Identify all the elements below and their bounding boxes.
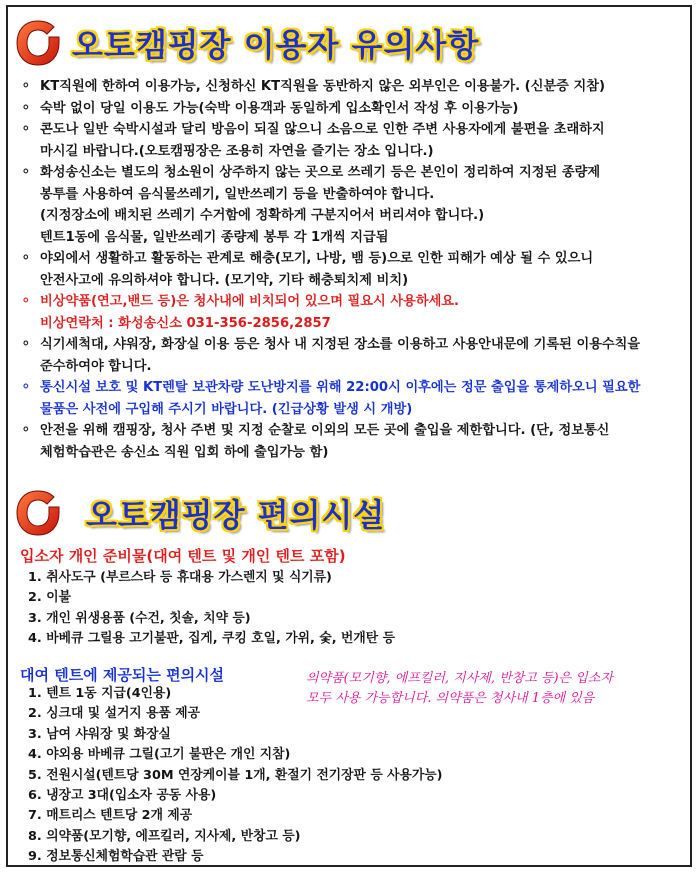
- list-item: 7. 매트리스 텐트당 2개 제공: [28, 808, 193, 824]
- rule-line: 안전사고에 유의하셔야 합니다. (모기약, 기타 해충퇴치제 비치): [40, 272, 409, 288]
- bullet-icon: ⚬: [20, 164, 32, 180]
- rental-items-list: [28, 684, 442, 868]
- section1-header: [14, 18, 479, 68]
- list-item: 2. 이불: [28, 590, 71, 606]
- list-item: 9. 정보통신체험학습관 관람 등: [28, 849, 204, 865]
- rule-line: 비상약품(연고,밴드 등)은 청사내에 비치되어 있으며 필요시 사용하세요.: [40, 294, 460, 309]
- handwritten-note: [306, 669, 646, 709]
- rule-item: [18, 162, 682, 248]
- list-item: 2. 싱크대 및 설거지 용품 제공: [28, 706, 201, 722]
- rule-item: [18, 291, 682, 334]
- rules-list: [18, 76, 682, 463]
- section1-title: 오토캠핑장 이용자 유의사항: [72, 26, 480, 64]
- orange-o-logo-icon: [14, 488, 62, 538]
- rule-line: 안전을 위해 캠핑장, 청사 주변 및 지정 순찰로 이외의 모든 곳에 출입을 제한합니다. (단, 정보통신: [40, 423, 610, 438]
- rule-line: 야외에서 생활하고 활동하는 관계로 해충(모기, 나방, 뱀 등)으로 인한 피해가 예상 될 수 있으니: [40, 251, 594, 266]
- list-item: 3. 남여 샤워장 및 화장실: [28, 726, 171, 742]
- bullet-icon: ⚬: [20, 422, 32, 438]
- rule-line: 마시길 바랍니다.(오토캠핑장은 조용히 자연을 즐기는 장소 입니다.): [40, 143, 434, 159]
- rule-line: 비상연락처 : 화성송신소 031-356-2856,2857: [40, 315, 331, 331]
- list-item: 3. 개인 위생용품 (수건, 칫솔, 치약 등): [28, 610, 251, 626]
- rule-line: 봉투를 사용하여 음식물쓰레기, 일반쓰레기 등을 반출하여야 합니다.: [40, 186, 435, 202]
- bullet-icon: ⚬: [20, 78, 32, 94]
- bullet-icon: ⚬: [20, 293, 32, 309]
- rule-line: KT직원에 한하여 이용가능, 신청하신 KT직원을 동반하지 않은 외부인은 이용불가. (신분증 지참): [40, 79, 606, 94]
- rule-line: 숙박 없이 당일 이용도 가능(숙박 이용객과 동일하게 입소확인서 작성 후 이용가능): [40, 100, 519, 116]
- list-item: 1. 취사도구 (부르스타 등 휴대용 가스렌지 및 식기류): [28, 570, 332, 585]
- rule-line: (지정장소에 배치된 쓰레기 수거함에 정확하게 구분지어서 버리셔야 합니다.): [40, 208, 485, 223]
- bullet-icon: ⚬: [20, 379, 32, 395]
- section2-title: 오토캠핑장 편의시설: [86, 496, 386, 534]
- list-item: 1. 텐트 1동 지급(4인용): [28, 686, 172, 701]
- bullet-icon: ⚬: [20, 99, 32, 116]
- rule-item: [18, 334, 682, 377]
- rule-line: 통신시설 보호 및 KT렌탈 보관차량 도난방지를 위해 22:00시 이후에는 정문 출입을 통제하오니 필요한: [40, 380, 641, 395]
- note-line: 모두 사용 가능합니다. 의약품은 청사내 1층에 있음: [306, 691, 595, 706]
- list-item: 4. 바베큐 그릴용 고기불판, 집게, 쿠킹 호일, 가위, 숯, 번개탄 등: [28, 631, 395, 647]
- rule-line: 식기세척대, 샤워장, 화장실 이용 등은 청사 내 지정된 장소를 이용하고 사용안내문에 기록된 이용수칙을: [40, 337, 641, 352]
- rule-line: 체험학습관은 송신소 직원 입회 하에 출입가능 함): [40, 444, 329, 460]
- list-item: 5. 전원시설(텐트당 30M 연장케이블 1개, 환절기 전기장판 등 사용가능): [28, 767, 443, 783]
- bullet-icon: ⚬: [20, 121, 32, 137]
- personal-items-heading: 입소자 개인 준비물(대여 텐트 및 개인 텐트 포함): [20, 547, 346, 565]
- rule-item: [18, 420, 682, 463]
- rule-item: [18, 377, 682, 420]
- rule-item: [18, 119, 682, 162]
- bullet-icon: ⚬: [20, 250, 32, 266]
- orange-o-logo-icon: [14, 18, 62, 68]
- rule-item: [18, 76, 682, 98]
- list-item: 4. 야외용 바베큐 그릴(고기 불판은 개인 지참): [28, 747, 291, 763]
- section2-header: [14, 488, 385, 538]
- rental-items-heading: 대여 텐트에 제공되는 편의시설: [20, 666, 225, 684]
- note-line: 의약품(모기향, 에프킬러, 지사제, 반창고 등)은 입소자: [306, 671, 613, 686]
- rule-line: 콘도나 일반 숙박시설과 달리 방음이 되질 않으니 소음으로 인한 주변 사용자에게 불편을 초래하지: [40, 122, 605, 137]
- personal-items-list: [28, 568, 395, 650]
- bullet-icon: ⚬: [20, 336, 32, 352]
- rule-line: 준수하여야 합니다.: [40, 358, 152, 374]
- rule-line: 화성송신소는 별도의 청소원이 상주하지 않는 곳으로 쓰레기 등은 본인이 정리하여 지정된 종량제: [40, 165, 601, 180]
- rule-item: [18, 98, 682, 120]
- rule-line: 텐트1동에 음식물, 일반쓰레기 종량제 봉투 각 1개씩 지급됨: [40, 229, 389, 245]
- rule-line: 물품은 사전에 구입해 주시기 바랍니다. (긴급상황 발생 시 개방): [40, 401, 413, 417]
- list-item: 6. 냉장고 3대(입소자 공동 사용): [28, 788, 217, 804]
- list-item: 8. 의약품(모기향, 에프킬러, 지사제, 반창고 등): [28, 828, 301, 844]
- rule-item: [18, 248, 682, 291]
